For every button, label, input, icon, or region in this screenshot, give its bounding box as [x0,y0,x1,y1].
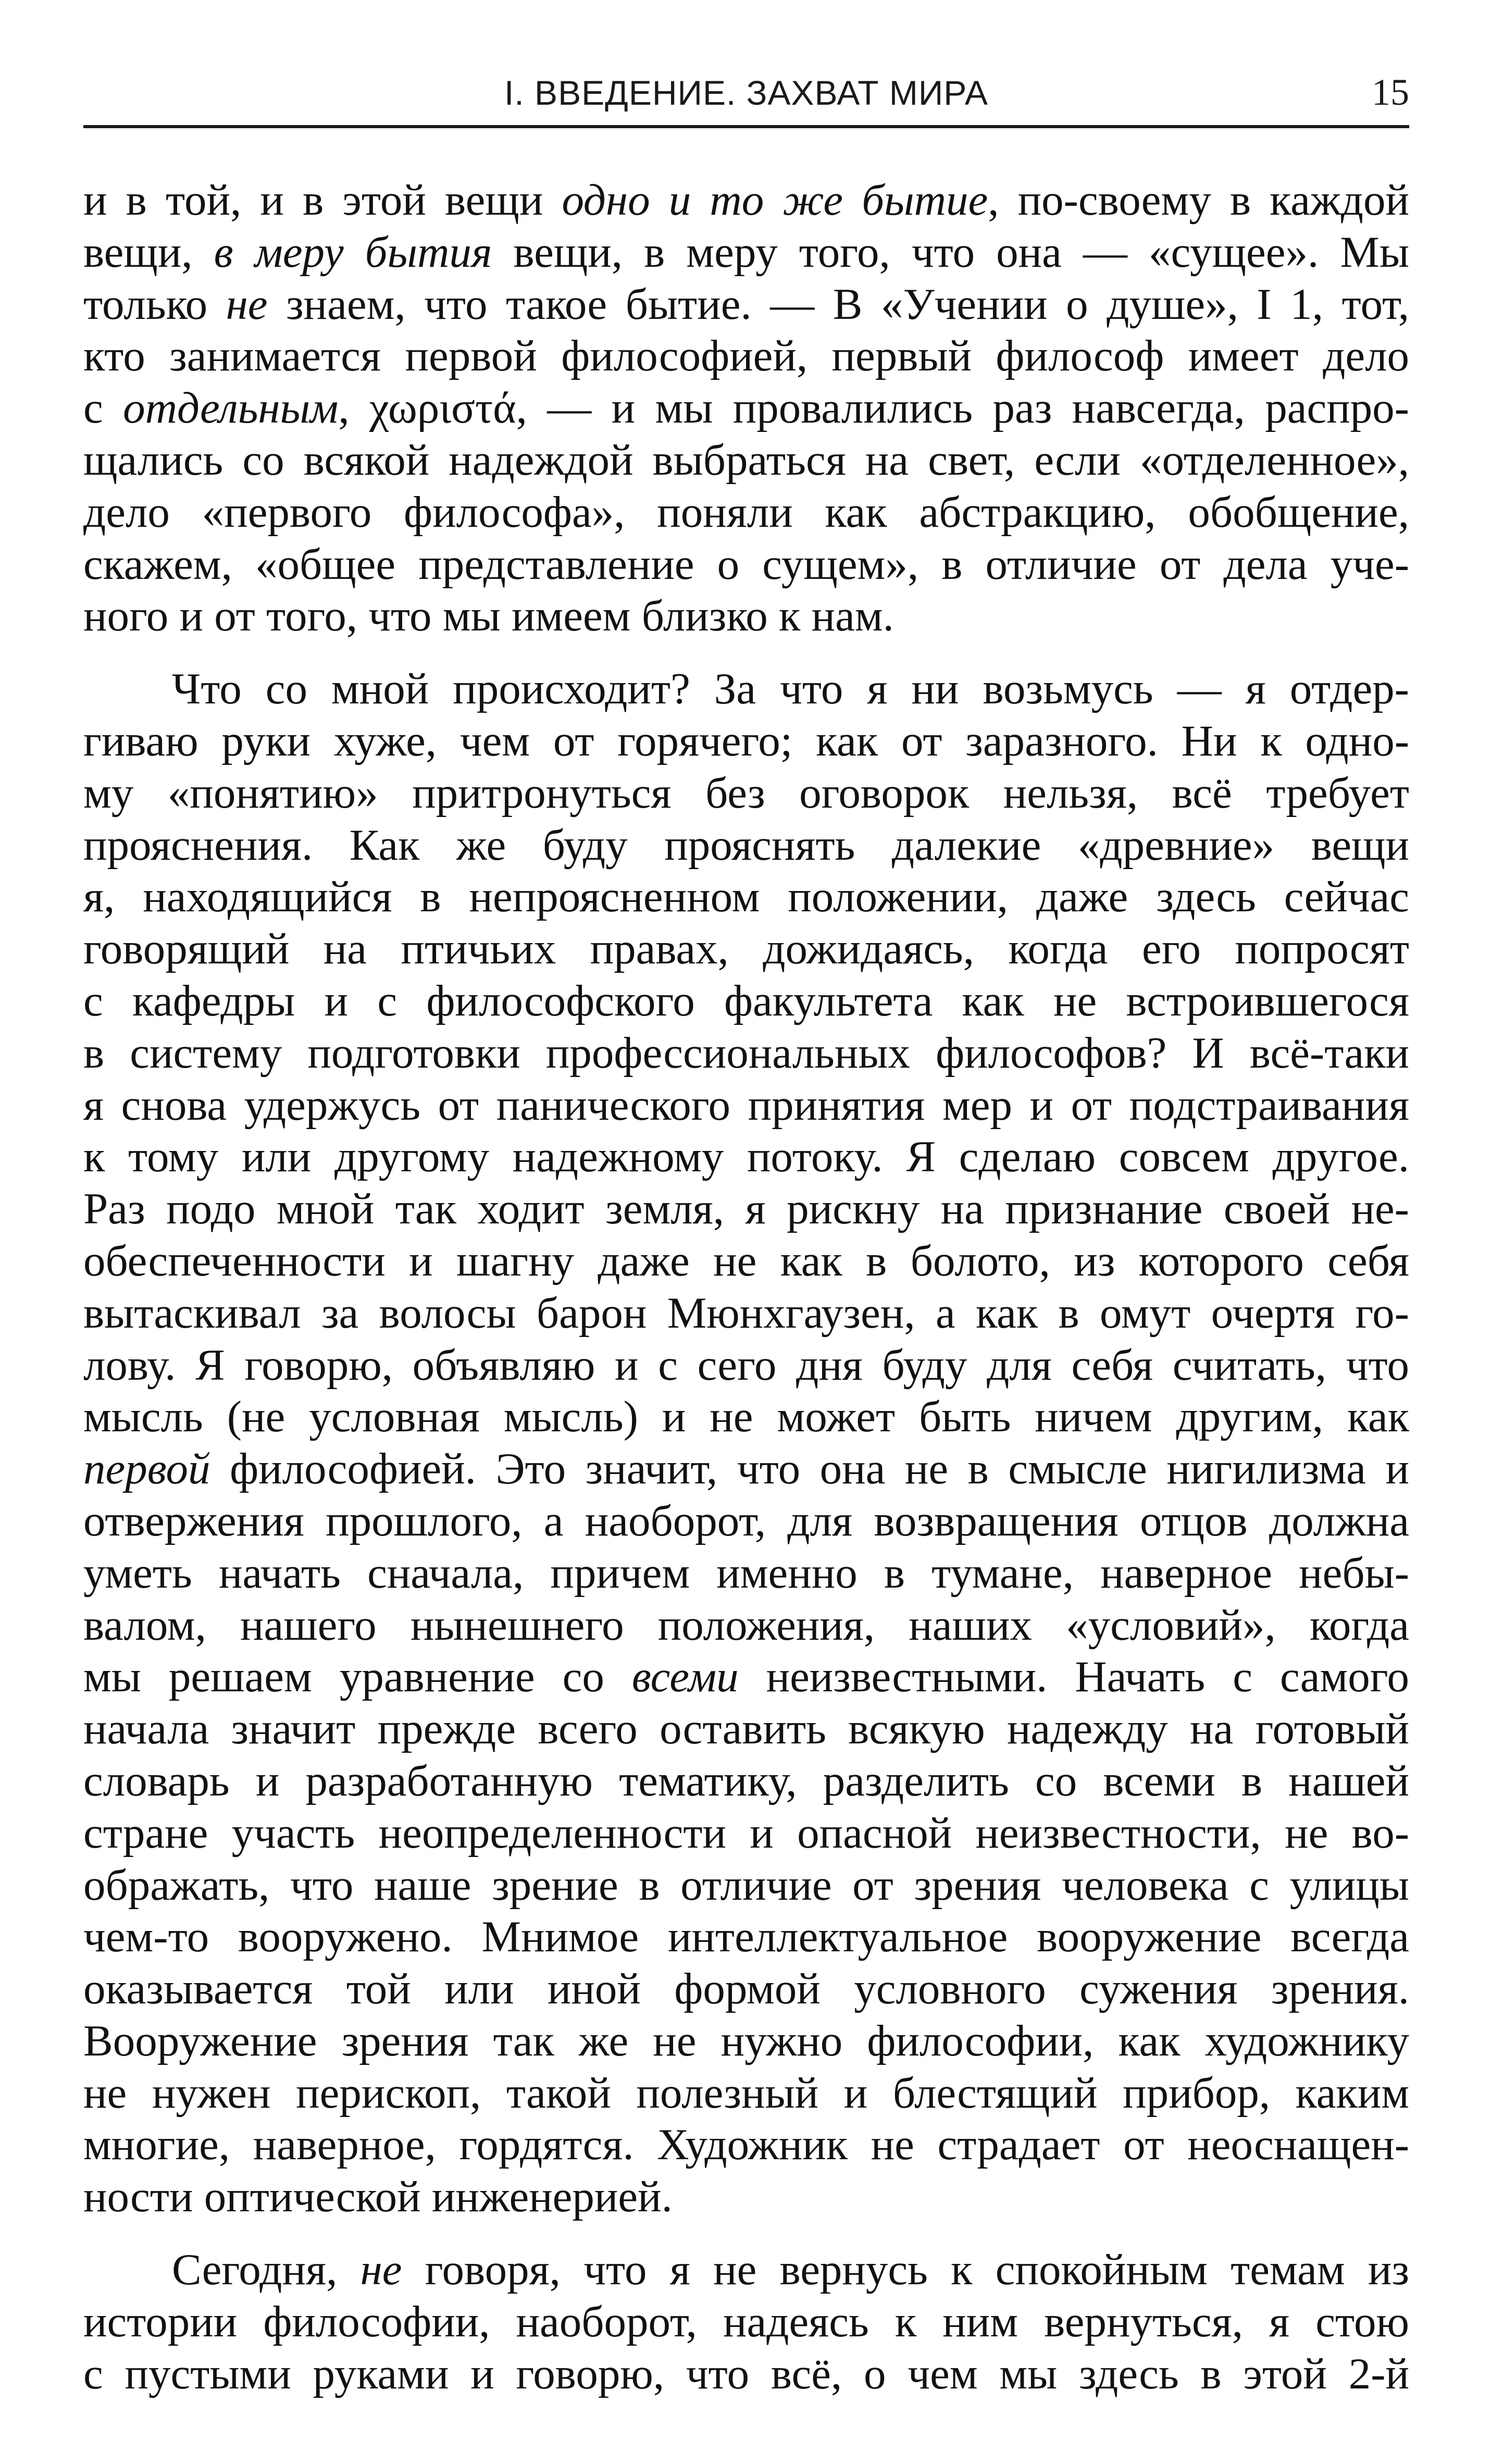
text-line [83,1651,1409,1703]
text-run: с [83,383,123,433]
text-run: лову. Я говорю, объявляю и с сего дня буду для себя считать, что [83,1340,1409,1390]
text-run: вещи, в меру того, что она — «сущее». Мы [492,227,1409,277]
text-line [83,1963,1409,2015]
running-head [83,68,1409,128]
text-line [83,1495,1409,1547]
italic-text: отдельным [123,383,339,433]
text-line [83,1287,1409,1340]
italic-text: первой [83,1444,210,1494]
text-line [83,820,1409,872]
italic-text: в меру бытия [214,227,492,277]
text-line [83,1080,1409,1132]
paragraph-gap [83,2223,1409,2244]
paragraph [83,175,1409,642]
text-run: неизвестными. Начать с самого [738,1652,1409,1702]
text-line [83,715,1409,767]
text-line [83,539,1409,591]
text-line [83,1391,1409,1443]
text-run: знаем, что такое бытие. — В «Учении о душе», I 1, тот, [267,279,1409,329]
text-run: , χωριστά, — и мы провалились раз навсегда, распро- [338,383,1409,433]
text-line [83,1807,1409,1860]
text-line [83,227,1409,279]
text-run: словарь и разработанную тематику, разделить со всеми в нашей [83,1756,1409,1805]
text-run: ображать, что наше зрение в отличие от зрения человека с улицы [83,1860,1409,1910]
text-line [83,1131,1409,1183]
text-line [83,975,1409,1027]
text-run: ного и от того, что мы имеем близко к нам. [83,591,894,641]
text-line [83,330,1409,382]
italic-text: одно и то же бытие [562,176,988,225]
text-run: только [83,279,226,329]
text-run: говорящий на птичьих правах, дожидаясь, когда его попросят [83,924,1409,974]
text-run: му «понятию» притронуться без оговорок нельзя, всё требует [83,768,1409,818]
text-run: скажем, «общее представление о сущем», в отличие от дела уче- [83,539,1409,589]
text-line [83,2119,1409,2171]
text-run: прояснения. Как же буду прояснять далекие «древние» вещи [83,820,1409,870]
text-run: истории философии, наоборот, надеясь к ним вернуться, я стою [83,2297,1409,2346]
paragraph-gap [83,642,1409,663]
text-run: вытаскивал за волосы барон Мюнхгаузен, а как в омут очертя го- [83,1288,1409,1338]
text-line [83,382,1409,435]
text-run: отвержения прошлого, а наоборот, для возвращения отцов должна [83,1496,1409,1545]
text-run: кто занимается первой философией, первый философ имеет дело [83,331,1409,381]
text-line [83,487,1409,539]
text-line [83,2015,1409,2067]
text-line [83,2348,1409,2400]
text-run: ности оптической инженерией. [83,2172,673,2222]
text-line [83,1235,1409,1287]
text-run: гиваю руки хуже, чем от горячего; как от заразного. Ни к одно- [83,716,1409,765]
text-run: обеспеченности и шагну даже не как в болото, из которого себя [83,1236,1409,1285]
text-run: вещи, [83,227,214,277]
text-line [83,279,1409,331]
text-run: не нужен перископ, такой полезный и блестящий прибор, каким [83,2068,1409,2118]
running-title: I. ВВЕДЕНИЕ. ЗАХВАТ МИРА [504,73,988,112]
text-line [83,1443,1409,1495]
italic-text: не [226,279,268,329]
text-run: и в той, и в этой вещи [83,176,562,225]
text-line [83,175,1409,227]
text-run: чем-то вооружено. Мнимое интеллектуальное вооружение всегда [83,1912,1409,1962]
body-text [83,175,1409,2400]
text-line [83,1703,1409,1755]
text-run: щались со всякой надеждой выбраться на свет, если «отделенное», [83,435,1409,485]
text-run: в систему подготовки профессиональных философов? И всё-таки [83,1028,1409,1078]
text-run: валом, нашего нынешнего положения, наших «условий», когда [83,1600,1409,1650]
text-run: Сегодня, [172,2245,361,2295]
text-line [83,435,1409,487]
text-run: многие, наверное, гордятся. Художник не страдает от неоснащен- [83,2120,1409,2170]
text-line [83,2171,1409,2223]
text-line [83,590,1409,642]
text-line [83,1027,1409,1080]
text-line [83,1860,1409,1912]
text-run: оказывается той или иной формой условного сужения зрения. [83,1964,1409,2014]
text-run: говоря, что я не вернусь к спокойным темам из [402,2245,1409,2295]
text-line [83,923,1409,975]
italic-text: всеми [631,1652,739,1702]
text-line [83,1547,1409,1600]
text-line [83,767,1409,820]
text-run: уметь начать сначала, причем именно в тумане, наверное небы- [83,1548,1409,1598]
text-run: начала значит прежде всего оставить всякую надежду на готовый [83,1704,1409,1754]
text-run: мы решаем уравнение со [83,1652,632,1702]
text-line [83,1911,1409,1963]
text-line [83,1183,1409,1235]
text-line [83,1755,1409,1807]
page-number: 15 [1372,71,1409,113]
text-run: с пустыми руками и говорю, что всё, о чем мы здесь в этой 2-й [83,2349,1409,2398]
text-line [83,663,1409,715]
text-run: я снова удержусь от панического принятия мер и от подстраивания [83,1080,1409,1130]
text-line [83,1600,1409,1652]
text-run: Что со мной происходит? За что я ни возьмусь — я отдер- [172,664,1409,714]
text-line [83,1340,1409,1392]
text-run: философией. Это значит, что она не в смысле нигилизма и [210,1444,1409,1494]
paragraph [83,663,1409,2223]
italic-text: не [360,2245,402,2295]
text-run: с кафедры и с философского факультета как не встроившегося [83,976,1409,1025]
text-line [83,2067,1409,2120]
text-run: Вооружение зрения так же не нужно философии, как художнику [83,2016,1409,2065]
text-line [83,2296,1409,2348]
text-run: стране участь неопределенности и опасной неизвестности, не во- [83,1808,1409,1858]
text-run: Раз подо мной так ходит земля, я рискну на признание своей не- [83,1184,1409,1234]
text-run: мысль (не условная мысль) и не может быть ничем другим, как [83,1392,1409,1442]
text-run: я, находящийся в непроясненном положении, даже здесь сейчас [83,872,1409,922]
text-line [83,871,1409,923]
text-run: дело «первого философа», поняли как абстракцию, обобщение, [83,487,1409,537]
paragraph [83,2244,1409,2400]
text-run: , по-своему в каждой [988,176,1409,225]
text-line [83,2244,1409,2296]
text-run: к тому или другому надежному потоку. Я сделаю совсем другое. [83,1132,1409,1182]
